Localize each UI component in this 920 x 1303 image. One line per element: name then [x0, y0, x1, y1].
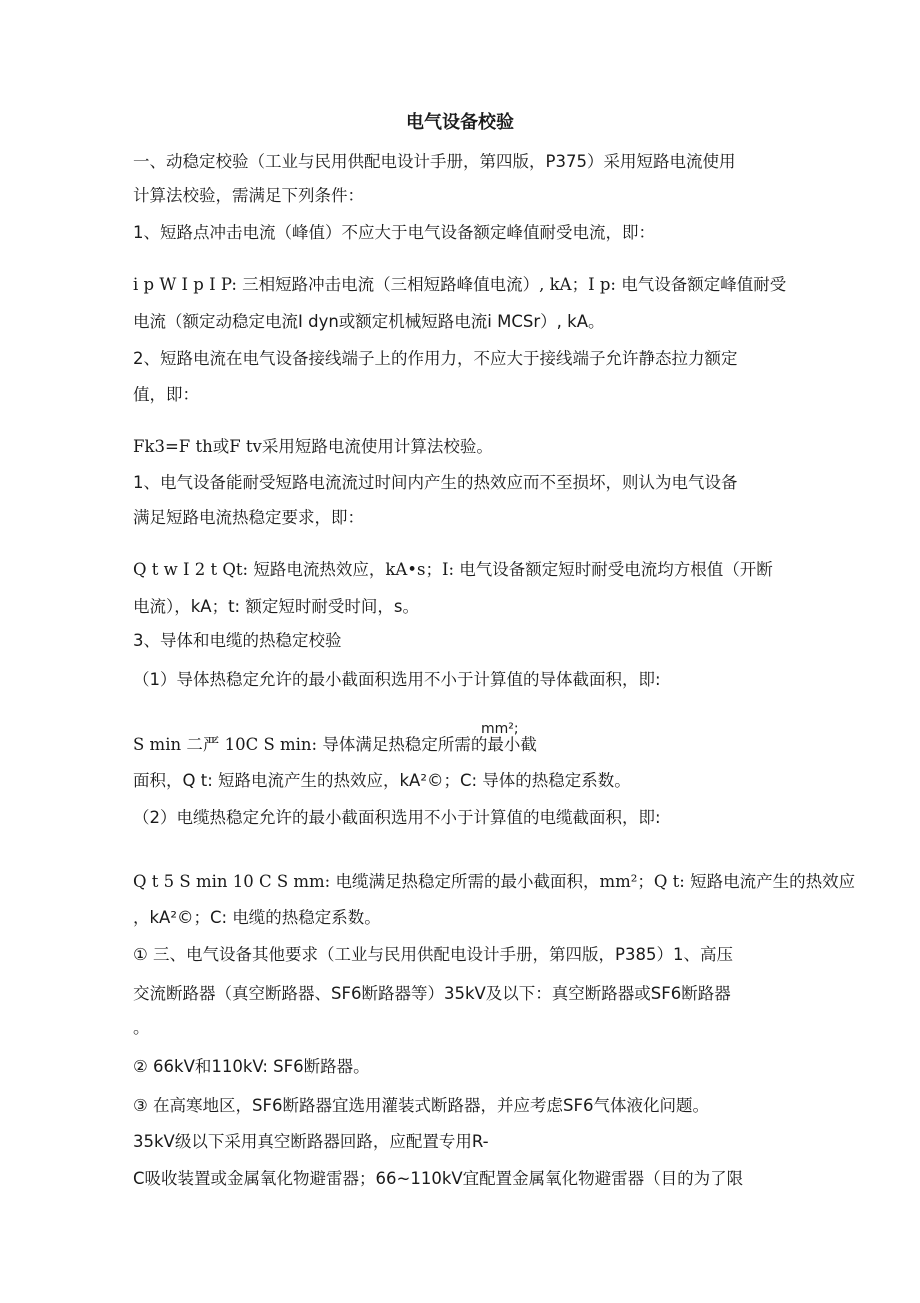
- formula-line: Q t w I 2 t Qt: 短路电流热效应，kA•s；I: 电气设备额定短时耐受电流均方根值（开断: [133, 560, 773, 579]
- paragraph-line: 1、电气设备能耐受短路电流流过时间内产生的热效应而不至损坏，则认为电气设备: [133, 473, 738, 492]
- paragraph-line: 电流），kA；t: 额定短时耐受时间，s。: [133, 597, 419, 616]
- formula-line: S min 二严 10C S min: 导体满足热稳定所需的最小截: [133, 735, 537, 754]
- paragraph-line: （1）导体热稳定允许的最小截面积选用不小于计算值的导体截面积，即:: [133, 670, 661, 689]
- formula-line: Fk3=F th或F tv采用短路电流使用计算法校验。: [133, 437, 493, 456]
- paragraph-line: 计算法校验，需满足下列条件：: [133, 186, 364, 205]
- section-heading: 3、导体和电缆的热稳定校验: [133, 631, 342, 650]
- paragraph-line: 面积，Q t: 短路电流产生的热效应，kA²©；C: 导体的热稳定系数。: [133, 771, 631, 790]
- paragraph-line: 一、动稳定校验（工业与民用供配电设计手册，第四版，P375）采用短路电流使用: [133, 152, 736, 171]
- list-item: ① 三、电气设备其他要求（工业与民用供配电设计手册，第四版，P385）1、高压: [133, 945, 733, 964]
- list-item: ② 66kV和110kV: SF6断路器。: [133, 1057, 370, 1076]
- paragraph-line: （2）电缆热稳定允许的最小截面积选用不小于计算值的电缆截面积，即:: [133, 808, 661, 827]
- paragraph-line: 电流（额定动稳定电流I dyn或额定机械短路电流i MCSr）, kA。: [133, 312, 605, 331]
- paragraph-line: 值，即：: [133, 385, 199, 404]
- formula-line: Q t 5 S min 10 C S mm: 电缆满足热稳定所需的最小截面积，mm²；Q t: 短路电流产生的热效应: [133, 872, 856, 891]
- paragraph-line: 满足短路电流热稳定要求，即：: [133, 508, 364, 527]
- paragraph-line: 35kV级以下采用真空断路器回路，应配置专用R-: [133, 1132, 489, 1151]
- unit-superscript: mm²;: [481, 721, 519, 737]
- paragraph-line: ，kA²©；C: 电缆的热稳定系数。: [133, 908, 381, 927]
- document-title: 电气设备校验: [406, 112, 514, 133]
- paragraph-line: 2、短路电流在电气设备接线端子上的作用力，不应大于接线端子允许静态拉力额定: [133, 349, 738, 368]
- paragraph-line: 交流断路器（真空断路器、SF6断路器等）35kV及以下：真空断路器或SF6断路器: [133, 984, 731, 1003]
- list-item: ③ 在高寒地区，SF6断路器宜选用灌装式断路器，并应考虑SF6气体液化问题。: [133, 1096, 709, 1115]
- paragraph-line: C吸收装置或金属氧化物避雷器；66~110kV宜配置金属氧化物避雷器（目的为了限: [133, 1169, 744, 1188]
- paragraph-line: 。: [133, 1018, 150, 1037]
- formula-line: i p W I p I P: 三相短路冲击电流（三相短路峰值电流）, kA；I p: 电气设备额定峰值耐受: [133, 275, 787, 294]
- paragraph-line: 1、短路点冲击电流（峰值）不应大于电气设备额定峰值耐受电流，即：: [133, 223, 655, 242]
